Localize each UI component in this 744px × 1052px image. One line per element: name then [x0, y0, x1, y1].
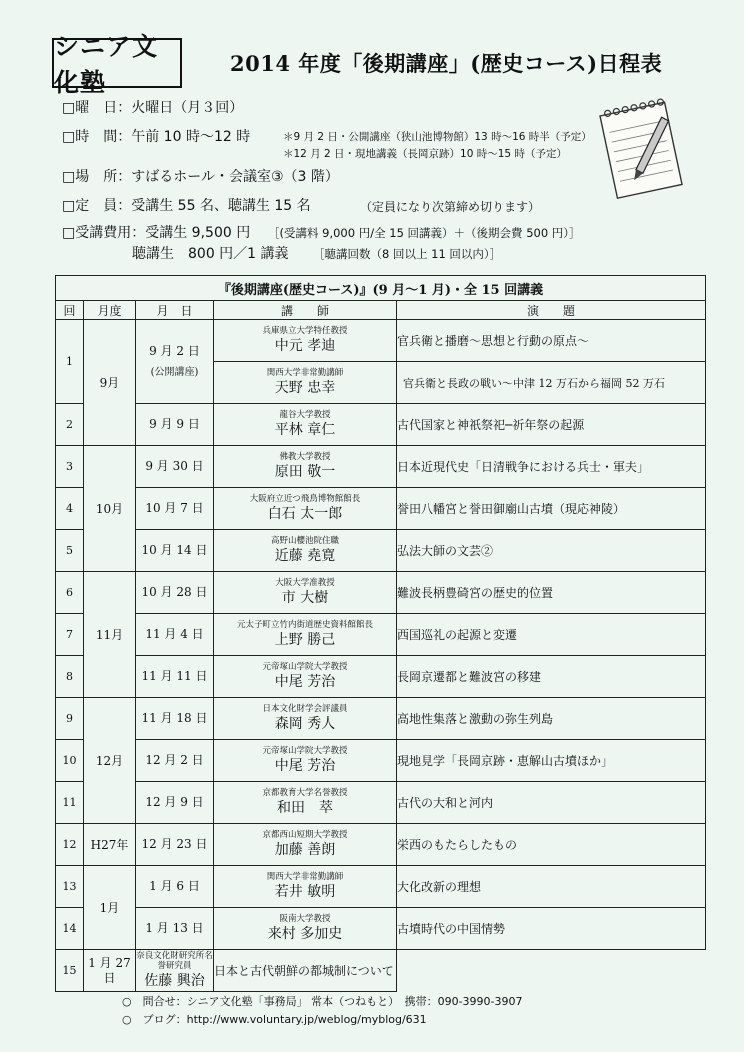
table-row	[56, 614, 706, 656]
topic-cell: 官兵衛と播磨～思想と行動の原点～	[397, 320, 706, 362]
lecturer-affiliation: 京都教育大学名誉教授	[262, 788, 348, 799]
date-text: 1 月 13 日	[145, 921, 204, 935]
date-text: 9 月 2 日	[149, 343, 200, 358]
date-text: 11 月 4 日	[145, 627, 204, 641]
month-cell: 12月	[84, 698, 136, 824]
schedule-table	[55, 275, 706, 992]
date-cell	[136, 404, 214, 446]
lecturer-name: 来村 多加史	[267, 925, 343, 942]
lecturer-name: 若井 敏明	[274, 883, 336, 900]
table-row	[56, 908, 706, 950]
logo: シニア文化塾	[52, 38, 182, 88]
date-text: 9 月 30 日	[145, 459, 204, 473]
lecturer-affiliation: 関西大学非常勤講師	[266, 368, 344, 379]
lecture-number: 1	[56, 320, 84, 404]
date-cell	[136, 698, 214, 740]
lecture-number: 14	[56, 908, 84, 950]
info-place: □場 所：すばるホール・会議室③（3 階）	[62, 169, 339, 185]
lecturer-cell	[214, 656, 397, 698]
table-row	[56, 824, 706, 866]
topic-cell: 官兵衛と長政の戦い～中津 12 万石から福岡 52 万石	[397, 362, 706, 404]
date-cell	[136, 572, 214, 614]
lecturer-cell	[214, 614, 397, 656]
lecture-number: 6	[56, 572, 84, 614]
topic-cell: 古代の大和と河内	[397, 782, 706, 824]
lecturer-cell	[214, 740, 397, 782]
lecturer-cell	[214, 698, 397, 740]
info-fee-student: □受講費用：受講生 9,500 円	[62, 225, 251, 241]
lecturer-name: 上野 勝己	[274, 631, 336, 648]
lecturer-name: 白石 太一郎	[267, 505, 343, 522]
date-cell	[136, 614, 214, 656]
table-row	[56, 740, 706, 782]
header-month: 月度	[84, 301, 136, 320]
table-row	[56, 698, 706, 740]
topic-cell: 栄西のもたらしたもの	[397, 824, 706, 866]
lecturer-cell	[214, 824, 397, 866]
lecture-number: 15	[56, 950, 84, 992]
date-text: 12 月 9 日	[145, 795, 204, 809]
date-cell	[136, 824, 214, 866]
lecture-number: 3	[56, 446, 84, 488]
lecturer-affiliation: 大阪府立近つ飛鳥博物館館長	[249, 494, 361, 505]
lecturer-name: 平林 章仁	[274, 421, 336, 438]
date-cell	[136, 908, 214, 950]
lecturer-affiliation: 元帝塚山学院大学教授	[262, 746, 348, 757]
topic-cell: 西国巡礼の起源と変遷	[397, 614, 706, 656]
date-cell	[136, 446, 214, 488]
table-row	[56, 572, 706, 614]
header-topic: 演 題	[397, 301, 706, 320]
lecturer-cell	[214, 908, 397, 950]
date-text: 12 月 23 日	[141, 837, 208, 851]
date-cell	[136, 530, 214, 572]
date-cell	[136, 488, 214, 530]
date-text: 9 月 9 日	[149, 417, 200, 431]
info-time-note-1: ＊9 月 2 日・公開講座（狭山池博物館）13 時～16 時半（予定）	[283, 131, 592, 143]
table-row	[56, 446, 706, 488]
topic-cell: 大化改新の理想	[397, 866, 706, 908]
info-day: □曜 日：火曜日（月３回）	[62, 100, 244, 116]
info-time: □時 間：午前 10 時～12 時	[62, 129, 251, 145]
table-caption: 『後期講座(歴史コース)』(9 月～1 月)・全 15 回講義	[56, 276, 706, 301]
lecture-number: 9	[56, 698, 84, 740]
lecturer-name: 中尾 芳治	[274, 757, 336, 774]
lecturer-affiliation: 兵庫県立大学特任教授	[262, 326, 348, 337]
lecturer-affiliation: 大阪大学准教授	[275, 578, 335, 589]
date-cell	[136, 740, 214, 782]
table-row	[56, 404, 706, 446]
lecturer-cell	[214, 488, 397, 530]
lecturer-affiliation: 元太子町立竹内街道歴史資料館館長	[236, 620, 373, 631]
date-text: 10 月 14 日	[141, 543, 208, 557]
table-row	[56, 488, 706, 530]
month-cell: H27年	[84, 824, 136, 866]
header-number: 回	[56, 301, 84, 320]
lecturer-affiliation: 京都西山短期大学教授	[262, 830, 348, 841]
info-fee-auditor: 聴講生 800 円／1 講義	[132, 246, 289, 262]
lecture-number: 8	[56, 656, 84, 698]
lecture-number: 10	[56, 740, 84, 782]
topic-cell: 長岡京遷都と難波宮の移建	[397, 656, 706, 698]
lecturer-affiliation: 奈良文化財研究所名誉研究員	[136, 951, 213, 972]
topic-cell: 難波長柄豊碕宮の歴史的位置	[397, 572, 706, 614]
info-capacity-note: （定員になり次第締め切ります）	[360, 200, 541, 214]
table-row	[56, 530, 706, 572]
lecture-number: 7	[56, 614, 84, 656]
date-note: (公開講座)	[150, 366, 199, 378]
topic-cell: 日本と古代朝鮮の都城制について	[214, 950, 397, 992]
month-cell: 10月	[84, 446, 136, 572]
lecture-number: 13	[56, 866, 84, 908]
lecturer-name: 近藤 堯寛	[274, 547, 336, 564]
header-lecturer: 講 師	[214, 301, 397, 320]
blog-link[interactable]: ○ ブログ：http://www.voluntary.jp/weblog/myblog/631	[122, 1013, 427, 1026]
lecturer-name: 市 大樹	[281, 589, 329, 606]
page-title: 2014 年度「後期講座」(歴史コース)日程表	[230, 51, 663, 76]
info-time-note-2: ＊12 月 2 日・現地講義（長岡京跡）10 時～15 時（予定）	[283, 148, 567, 160]
topic-cell: 古墳時代の中国情勢	[397, 908, 706, 950]
lecturer-cell	[214, 320, 397, 362]
lecturer-cell	[214, 404, 397, 446]
date-text: 10 月 7 日	[145, 501, 204, 515]
date-text: 11 月 18 日	[141, 711, 208, 725]
month-cell: 11月	[84, 572, 136, 698]
lecturer-affiliation: 高野山櫻池院住職	[270, 536, 339, 547]
header-date: 月 日	[136, 301, 214, 320]
lecturer-name: 和田 萃	[277, 799, 333, 816]
lecturer-cell	[214, 446, 397, 488]
lecturer-name: 森岡 秀人	[274, 715, 336, 732]
table-row	[56, 656, 706, 698]
date-cell	[84, 950, 136, 992]
lecturer-cell	[214, 782, 397, 824]
table-row	[56, 950, 706, 992]
lecture-number: 2	[56, 404, 84, 446]
info-capacity: □定 員：受講生 55 名、聴講生 15 名	[62, 198, 311, 214]
lecture-number: 12	[56, 824, 84, 866]
date-cell	[136, 320, 214, 404]
lecturer-affiliation: 佛教大学教授	[279, 452, 331, 463]
lecturer-affiliation: 龍谷大学教授	[279, 410, 331, 421]
date-cell	[136, 656, 214, 698]
topic-cell: 弘法大師の文芸②	[397, 530, 706, 572]
month-cell: 1月	[84, 866, 136, 950]
date-text: 11 月 11 日	[141, 669, 208, 683]
lecture-number: 11	[56, 782, 84, 824]
lecturer-name: 中元 孝迪	[274, 337, 336, 354]
date-cell	[136, 866, 214, 908]
lecturer-name: 天野 忠幸	[274, 379, 336, 396]
lecturer-cell	[214, 530, 397, 572]
date-text: 1 月 27 日	[88, 955, 131, 985]
lecturer-cell	[214, 866, 397, 908]
topic-cell: 高地性集落と激動の弥生列島	[397, 698, 706, 740]
lecturer-name: 佐藤 興治	[144, 972, 205, 989]
topic-cell: 日本近現代史「日清戦争における兵士・軍夫」	[397, 446, 706, 488]
table-row	[56, 866, 706, 908]
date-text: 1 月 6 日	[149, 879, 200, 893]
month-cell: 9月	[84, 320, 136, 446]
lecture-number: 5	[56, 530, 84, 572]
table-row	[56, 782, 706, 824]
lecturer-affiliation: 阪南大学教授	[279, 914, 331, 925]
lecturer-name: 原田 敬一	[274, 463, 336, 480]
lecturer-cell	[136, 950, 214, 992]
date-text: 10 月 28 日	[141, 585, 208, 599]
notebook-pencil-icon	[592, 98, 692, 203]
topic-cell: 誉田八幡宮と誉田御廟山古墳（現応神陵）	[397, 488, 706, 530]
lecturer-affiliation: 元帝塚山学院大学教授	[262, 662, 348, 673]
table-row	[56, 320, 706, 362]
lecturer-name: 加藤 善朗	[274, 841, 336, 858]
date-text: 12 月 2 日	[145, 753, 204, 767]
lecturer-affiliation: 日本文化財学会評議員	[262, 704, 348, 715]
info-fee-auditor-note: ［聴講回数（8 回以上 11 回以内）］	[313, 247, 502, 261]
lecturer-name: 中尾 芳治	[274, 673, 336, 690]
topic-cell: 古代国家と神祇祭祀─祈年祭の起源	[397, 404, 706, 446]
topic-cell: 現地見学「長岡京跡・恵解山古墳ほか」	[397, 740, 706, 782]
lecture-number: 4	[56, 488, 84, 530]
contact-info: ○ 問合せ：シニア文化塾「事務局」 常本（つねもと） 携帯：090-3990-3907	[122, 995, 523, 1008]
lecturer-affiliation: 関西大学非常勤講師	[266, 872, 344, 883]
lecturer-cell	[214, 362, 397, 404]
info-fee-student-note: ［(受講料 9,000 円/全 15 回講義）＋（後期会費 500 円）］	[268, 226, 581, 240]
lecturer-cell	[214, 572, 397, 614]
date-cell	[136, 782, 214, 824]
